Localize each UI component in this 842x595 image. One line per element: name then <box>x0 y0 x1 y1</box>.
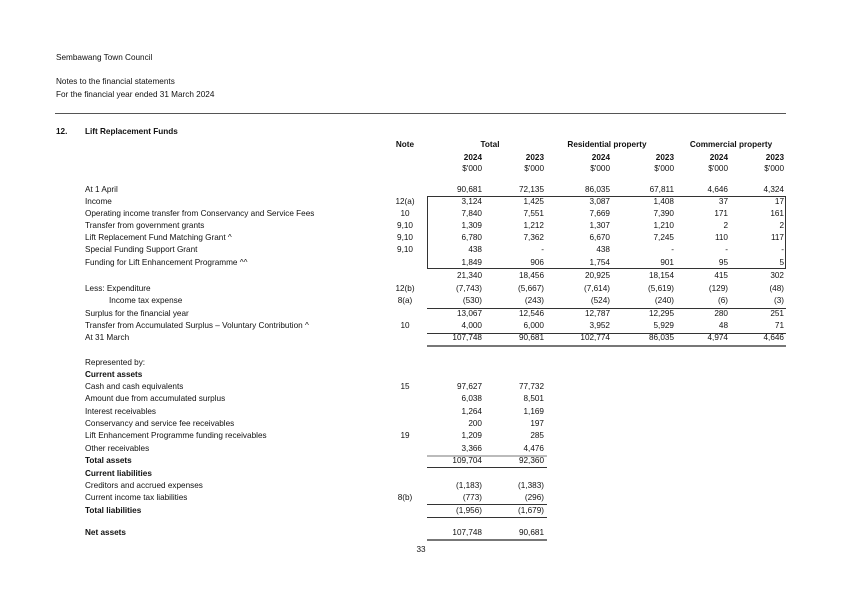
row-note: 9,10 <box>397 245 413 254</box>
row-label: Operating income transfer from Conservancy and Service Fees <box>85 209 315 218</box>
cell: (7,743) <box>456 284 482 293</box>
unit-header: $'000 <box>462 164 482 173</box>
cell: 4,476 <box>523 444 544 453</box>
cell: 97,627 <box>456 382 482 391</box>
commercial-group-header: Commercial property <box>689 140 773 149</box>
unit-header: $'000 <box>524 164 544 173</box>
cell: 4,000 <box>461 321 482 330</box>
subtotal-line <box>427 517 547 518</box>
current-assets-heading: Current assets <box>85 370 143 379</box>
residential-group-header: Residential property <box>567 140 647 149</box>
cell: (530) <box>462 296 482 305</box>
row-label: Total assets <box>85 456 132 465</box>
total-assets-row <box>0 456 842 468</box>
cell: 7,390 <box>653 209 674 218</box>
cell: 18,456 <box>518 271 544 280</box>
cell: 48 <box>718 321 728 330</box>
cell: 7,551 <box>523 209 544 218</box>
cell: 90,681 <box>518 333 544 342</box>
cell: 20,925 <box>584 271 610 280</box>
cell: (3) <box>773 296 784 305</box>
table-row <box>0 444 842 456</box>
row-note: 10 <box>400 321 410 330</box>
cell: 107,748 <box>452 528 482 537</box>
cell: 1,425 <box>523 197 544 206</box>
cell: 12,787 <box>584 309 610 318</box>
table-row <box>0 382 842 394</box>
total-double-line <box>427 539 547 541</box>
cell: 7,669 <box>589 209 610 218</box>
cell: 3,952 <box>589 321 610 330</box>
row-label: Special Funding Support Grant <box>85 245 198 254</box>
cell: (773) <box>462 493 482 502</box>
table-row <box>0 245 842 257</box>
cell: 1,307 <box>589 221 610 230</box>
cell: 161 <box>770 209 784 218</box>
row-note: 15 <box>400 382 410 391</box>
cell: 21,340 <box>456 271 482 280</box>
table-row <box>0 221 842 233</box>
cell: 1,209 <box>461 431 482 440</box>
cell: 90,681 <box>456 185 482 194</box>
cell: 4,646 <box>763 333 784 342</box>
cell: 197 <box>530 419 544 428</box>
cell: 13,067 <box>456 309 482 318</box>
table-row <box>0 321 842 333</box>
row-label: Amount due from accumulated surplus <box>85 394 226 403</box>
cell: - <box>541 245 544 254</box>
row-label: Interest receivables <box>85 407 156 416</box>
cell: 438 <box>468 245 482 254</box>
row-label: Current income tax liabilities <box>85 493 188 502</box>
subtotal-row <box>0 271 842 283</box>
cell: (1,183) <box>456 481 482 490</box>
table-row <box>0 481 842 493</box>
unit-header: $'000 <box>654 164 674 173</box>
cell: (243) <box>524 296 544 305</box>
cell: 2 <box>779 221 784 230</box>
cell: (240) <box>654 296 674 305</box>
cell: 2 <box>723 221 728 230</box>
cell: 72,135 <box>518 185 544 194</box>
cell: 4,324 <box>763 185 784 194</box>
row-label: Income tax expense <box>109 296 183 305</box>
row-note: 9,10 <box>397 221 413 230</box>
row-label: Other receivables <box>85 444 150 453</box>
year-header: 2024 <box>709 153 728 162</box>
cell: (524) <box>590 296 610 305</box>
net-assets-row <box>0 528 842 540</box>
table-row <box>0 197 842 209</box>
cell: 102,774 <box>580 333 610 342</box>
cell: 95 <box>718 258 728 267</box>
cell: (129) <box>708 284 728 293</box>
note-column-header: Note <box>395 140 415 149</box>
current-assets-heading-row <box>0 370 842 382</box>
cell: 67,811 <box>649 185 674 194</box>
cell: (48) <box>769 284 784 293</box>
cell: 3,124 <box>461 197 482 206</box>
cell: 1,264 <box>461 407 482 416</box>
cell: 7,840 <box>461 209 482 218</box>
current-liabilities-heading: Current liabilities <box>85 469 152 478</box>
table-row <box>0 431 842 443</box>
cell: 12,295 <box>648 309 674 318</box>
total-liabilities-row <box>0 506 842 518</box>
cell: 4,974 <box>707 333 728 342</box>
cell: 1,169 <box>523 407 544 416</box>
represented-by-heading: Represented by: <box>85 358 146 367</box>
cell: (5,667) <box>518 284 544 293</box>
current-liabilities-heading-row <box>0 469 842 481</box>
row-note: 8(a) <box>397 296 413 305</box>
cell: (6) <box>717 296 728 305</box>
table-row <box>0 185 842 197</box>
cell: 86,035 <box>648 333 674 342</box>
row-label: Surplus for the financial year <box>85 309 189 318</box>
cell: (296) <box>524 493 544 502</box>
cell: 3,366 <box>461 444 482 453</box>
cell: 117 <box>770 233 784 242</box>
cell: 86,035 <box>584 185 610 194</box>
cell: 1,408 <box>653 197 674 206</box>
cell: 901 <box>660 258 674 267</box>
table-row <box>0 394 842 406</box>
table-row <box>0 258 842 270</box>
table-row <box>0 296 842 308</box>
total-double-line <box>427 345 786 347</box>
cell: 8,501 <box>523 394 544 403</box>
cell: 5,929 <box>653 321 674 330</box>
period-title: For the financial year ended 31 March 2024 <box>56 90 215 99</box>
page-number: 33 <box>416 545 426 554</box>
closing-balance-row <box>0 333 842 345</box>
table-row <box>0 284 842 296</box>
cell: (5,619) <box>648 284 674 293</box>
row-note: 12(a) <box>395 197 415 206</box>
total-group-header: Total <box>480 140 500 149</box>
row-label: Less: Expenditure <box>85 284 151 293</box>
row-label: Lift Enhancement Programme funding receivables <box>85 431 267 440</box>
row-label: Conservancy and service fee receivables <box>85 419 235 428</box>
row-label: Cash and cash equivalents <box>85 382 184 391</box>
cell: 302 <box>770 271 784 280</box>
cell: 109,704 <box>452 456 482 465</box>
cell: 1,754 <box>589 258 610 267</box>
cell: 415 <box>714 271 728 280</box>
unit-header: $'000 <box>764 164 784 173</box>
row-label: Transfer from Accumulated Surplus – Voluntary Contribution ^ <box>85 321 309 330</box>
year-header: 2023 <box>765 153 784 162</box>
row-label: Net assets <box>85 528 126 537</box>
cell: 17 <box>774 197 784 206</box>
cell: - <box>781 245 784 254</box>
cell: 107,748 <box>452 333 482 342</box>
cell: 3,087 <box>589 197 610 206</box>
cell: 12,546 <box>518 309 544 318</box>
table-row <box>0 407 842 419</box>
row-label: Income <box>85 197 112 206</box>
cell: 438 <box>596 245 610 254</box>
table-row <box>0 419 842 431</box>
note-title: Lift Replacement Funds <box>85 127 178 136</box>
cell: 6,780 <box>461 233 482 242</box>
row-note: 19 <box>400 431 410 440</box>
cell: 110 <box>714 233 728 242</box>
cell: 90,681 <box>518 528 544 537</box>
cell: 6,000 <box>523 321 544 330</box>
row-note: 9,10 <box>397 233 413 242</box>
cell: 92,360 <box>518 456 544 465</box>
row-note: 12(b) <box>395 284 415 293</box>
cell: 1,210 <box>653 221 674 230</box>
table-row <box>0 233 842 245</box>
cell: 71 <box>774 321 784 330</box>
unit-header: $'000 <box>708 164 728 173</box>
cell: (1,679) <box>518 506 544 515</box>
row-label: At 1 April <box>85 185 118 194</box>
header-divider <box>55 113 786 114</box>
cell: (7,614) <box>584 284 610 293</box>
cell: 37 <box>718 197 728 206</box>
cell: 285 <box>530 431 544 440</box>
organization-name: Sembawang Town Council <box>56 53 153 62</box>
cell: (1,956) <box>456 506 482 515</box>
table-row <box>0 309 842 321</box>
subtotal-line <box>427 467 547 468</box>
cell: 906 <box>530 258 544 267</box>
cell: 5 <box>779 258 784 267</box>
row-label: Creditors and accrued expenses <box>85 481 203 490</box>
cell: 77,732 <box>518 382 544 391</box>
cell: 6,038 <box>461 394 482 403</box>
row-label: Total liabilities <box>85 506 142 515</box>
represented-by-heading-row <box>0 358 842 370</box>
cell: - <box>725 245 728 254</box>
cell: 1,849 <box>461 258 482 267</box>
section-title: Notes to the financial statements <box>56 77 175 86</box>
cell: 171 <box>714 209 728 218</box>
unit-header: $'000 <box>590 164 610 173</box>
cell: 280 <box>714 309 728 318</box>
table-row <box>0 493 842 505</box>
cell: 7,362 <box>523 233 544 242</box>
subtotal-line <box>427 504 547 505</box>
cell: - <box>671 245 674 254</box>
row-label: Transfer from government grants <box>85 221 205 230</box>
row-label: Lift Replacement Fund Matching Grant ^ <box>85 233 232 242</box>
cell: 6,670 <box>589 233 610 242</box>
cell: 18,154 <box>648 271 674 280</box>
year-header: 2024 <box>591 153 610 162</box>
cell: 1,309 <box>461 221 482 230</box>
note-number: 12. <box>56 127 68 136</box>
row-label: Funding for Lift Enhancement Programme ^^ <box>85 258 248 267</box>
row-label: At 31 March <box>85 333 130 342</box>
cell: 4,646 <box>707 185 728 194</box>
year-header: 2023 <box>525 153 544 162</box>
row-note: 8(b) <box>397 493 413 502</box>
cell: (1,383) <box>518 481 544 490</box>
cell: 1,212 <box>523 221 544 230</box>
cell: 7,245 <box>653 233 674 242</box>
unit-header-row <box>0 164 842 176</box>
row-note: 10 <box>400 209 410 218</box>
cell: 251 <box>770 309 784 318</box>
year-header: 2024 <box>463 153 482 162</box>
cell: 200 <box>468 419 482 428</box>
year-header: 2023 <box>655 153 674 162</box>
table-row <box>0 209 842 221</box>
